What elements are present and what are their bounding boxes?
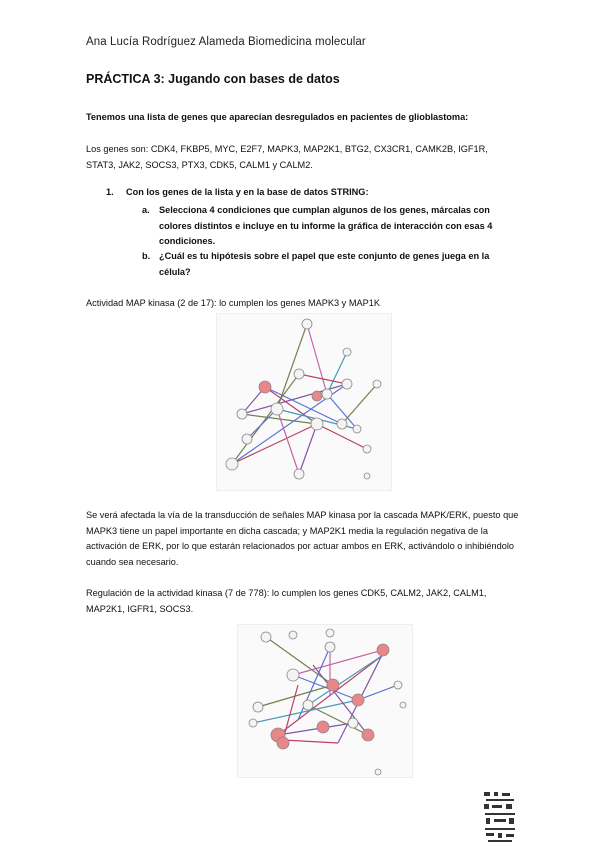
task-item-letter: b. <box>142 251 151 261</box>
task-item-b <box>142 249 512 280</box>
section1-caption: Actividad MAP kinasa (2 de 17): lo cumplen los genes MAPK3 y MAP1K <box>86 298 380 308</box>
task-heading <box>106 187 369 197</box>
section1-explanation: Se verá afectada la vía de la transducción de señales MAP kinasa por la cascada MAPK/ERK, puesto que MAPK3 tiene un papel importante en dicha cascada; y MAP2K1 media la regulación negativa de la activación de ERK, por lo que estarán relacionados por actuar ambos en ERK, activándolo o inhibiéndolo cuando sea necesario. <box>86 510 519 567</box>
section2-caption: Regulación de la actividad kinasa (7 de 778): lo cumplen los genes CDK5, CALM2, JAK2, CALM1, MAP2K1, IGFR1, SOCS3. <box>86 588 487 614</box>
string-network-image-1 <box>216 313 392 491</box>
task-number: 1. <box>106 187 114 197</box>
page-title: PRÁCTICA 3: Jugando con bases de datos <box>86 72 340 86</box>
string-network-image-2 <box>237 624 413 778</box>
intro-text: Tenemos una lista de genes que aparecían desregulados en pacientes de glioblastoma: <box>86 112 469 122</box>
genes-paragraph: Los genes son: CDK4, FKBP5, MYC, E2F7, MAPK3, MAP2K1, BTG2, CX3CR1, CAMK2B, IGF1R, STAT3, JAK2, SOCS3, PTX3, CDK5, CALM1 y CALM2. <box>86 144 488 170</box>
task-text: Con los genes de la lista y en la base de datos STRING: <box>126 187 369 197</box>
task-item-a <box>142 203 512 250</box>
task-item-letter: a. <box>142 205 150 215</box>
task-item-text: Selecciona 4 condiciones que cumplan algunos de los genes, márcalas con colores distintos e incluye en tu informe la gráfica de interacción con esas 4 condiciones. <box>159 205 493 246</box>
document-stamp <box>480 790 520 844</box>
document-header: Ana Lucía Rodríguez Alameda Biomedicina molecular <box>86 36 366 48</box>
task-item-text: ¿Cuál es tu hipótesis sobre el papel que este conjunto de genes juega en la célula? <box>159 251 490 277</box>
